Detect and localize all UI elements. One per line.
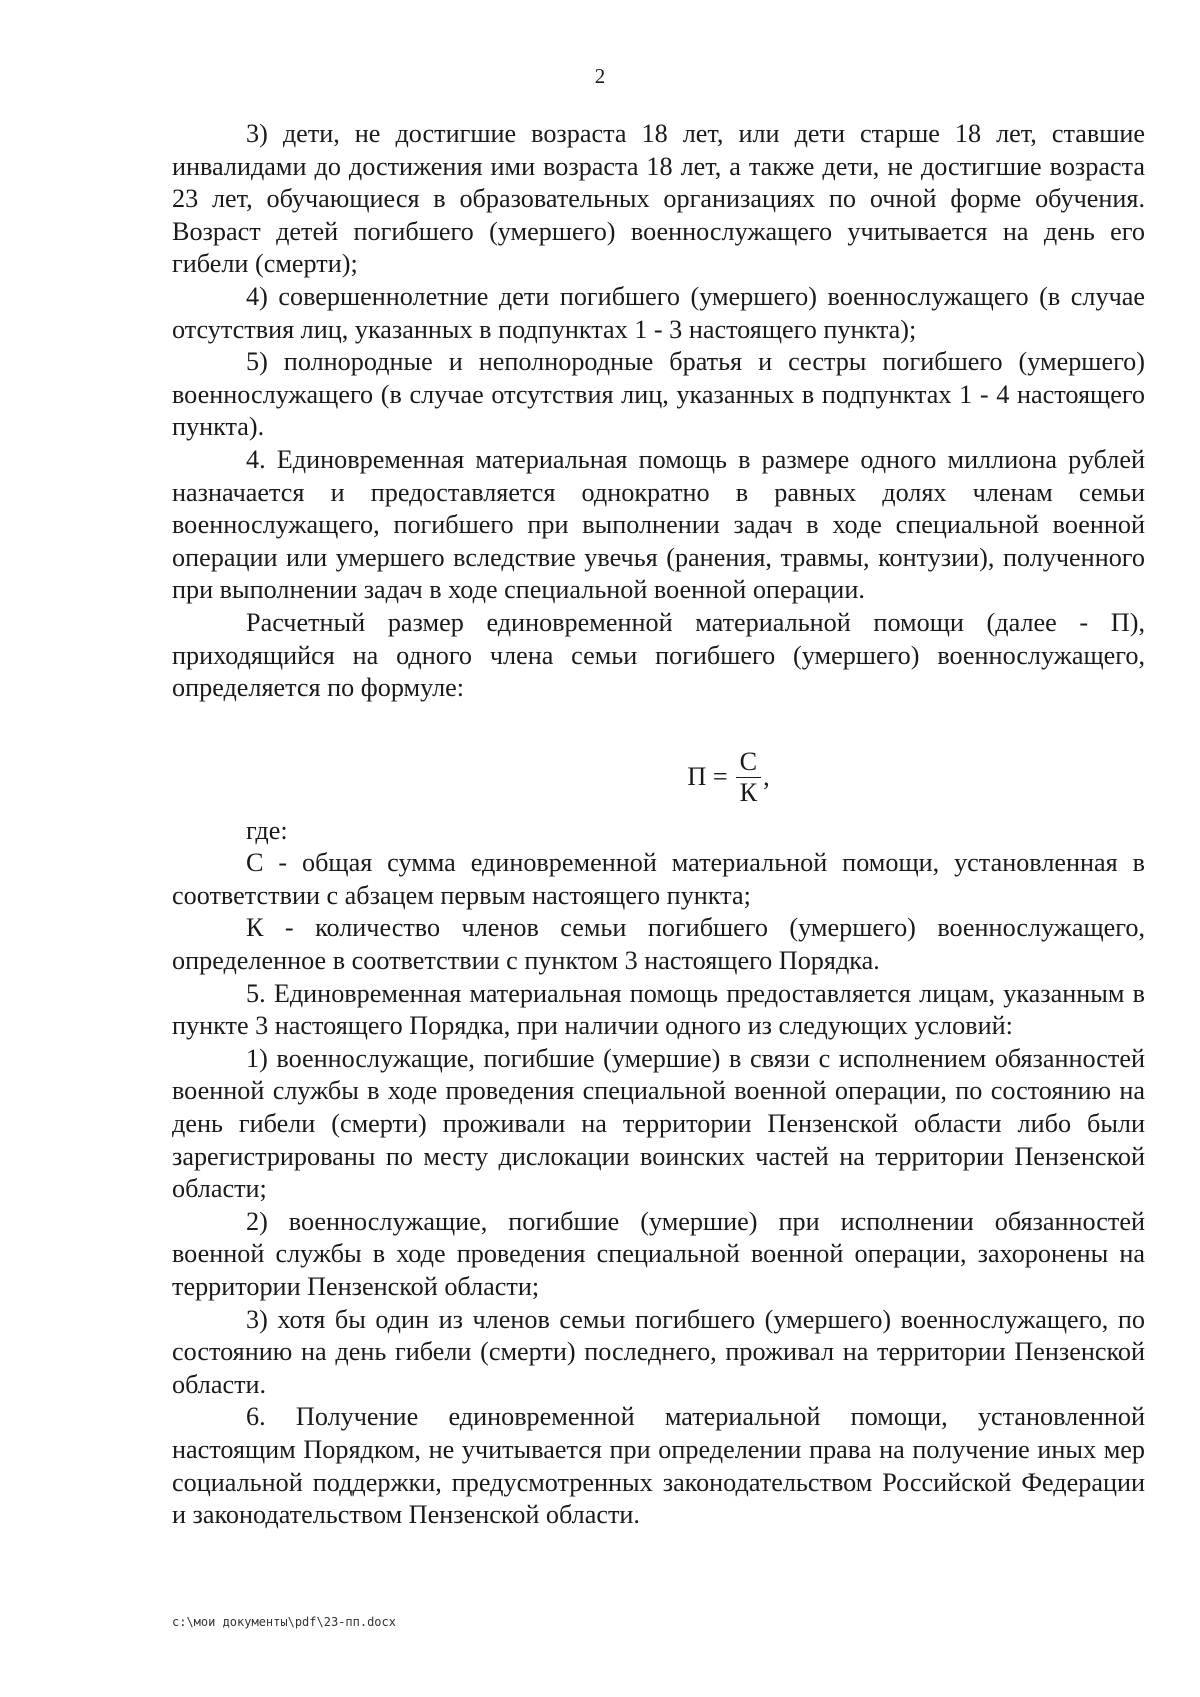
document-body (172, 118, 1145, 1532)
paragraph-item-3-children: 3) дети, не достигшие возраста 18 лет, или дети старше 18 лет, ставшие инвалидами до достижения ими возраста 18 лет, а также дети, не достигшие возраста 23 лет, обучающиеся в образовательных организациях по очной форме обучения. Возраст детей погибшего (умершего) военнослужащего учитывается на день его гибели (смерти); (172, 119, 1145, 279)
paragraph-condition-1: 1) военнослужащие, погибшие (умершие) в связи с исполнением обязанностей военной службы в ходе проведения специальной военной операции, по состоянию на день гибели (смерти) проживали на территории Пензенской области либо были зарегистрированы по месту дислокации воинских частей на территории Пензенской области; (172, 1043, 1145, 1204)
formula-fraction (736, 748, 761, 807)
paragraph-where: где: (246, 815, 288, 845)
paragraph-condition-3: 3) хотя бы один из членов семьи погибшего (умершего) военнослужащего, по состоянию на день гибели (смерти) последнего, проживал на территории Пензенской области. (172, 1304, 1145, 1399)
paragraph-item-5-siblings: 5) полнородные и неполнородные братья и сестры погибшего (умершего) военнослужащего (в случае отсутствия лиц, указанных в подпунктах 1 - 4 настоящего пункта). (172, 347, 1145, 442)
paragraph-condition-2: 2) военнослужащие, погибшие (умершие) при исполнении обязанностей военной службы в ходе проведения специальной военной операции, захоронены на территории Пензенской области; (172, 1206, 1145, 1301)
footer-file-path: c:\мои документы\pdf\23-пп.docx (172, 1615, 396, 1629)
page-number: 2 (594, 64, 606, 88)
formula-lhs: П = (687, 762, 728, 792)
paragraph-section-6: 6. Получение единовременной материальной помощи, установленной настоящим Порядком, не учитывается при определении права на получение иных мер социальной поддержки, предусмотренных законодательством Российской Федерации и законодательством Пензенской области. (172, 1402, 1145, 1530)
paragraph-definition-k: К - количество членов семьи погибшего (умершего) военнослужащего, определенное в соответствии с пунктом 3 настоящего Порядка. (172, 913, 1145, 976)
formula-comma: , (763, 762, 770, 792)
formula (172, 747, 1145, 809)
paragraph-definition-c: С - общая сумма единовременной материальной помощи, установленная в соответствии с абзацем первым настоящего пункта; (172, 848, 1145, 910)
paragraph-section-5: 5. Единовременная материальная помощь предоставляется лицам, указанным в пункте 3 настоящего Порядка, при наличии одного из следующих условий: (172, 978, 1145, 1041)
paragraph-calculation-intro: Расчетный размер единовременной материальной помощи (далее - П), приходящийся на одного члена семьи погибшего (умершего) военнослужащего, определяется по формуле: (172, 607, 1145, 703)
formula-denominator: К (739, 778, 758, 808)
paragraph-item-4-adult-children: 4) совершеннолетние дети погибшего (умершего) военнослужащего (в случае отсутствия лиц, указанных в подпунктах 1 - 3 настоящего пункта); (172, 281, 1145, 344)
paragraph-section-4: 4. Единовременная материальная помощь в размере одного миллиона рублей назначается и предоставляется однократно в равных долях членам семьи военнослужащего, погибшего при выполнении задач в ходе специальной военной операции или умершего вследствие увечья (ранения, травмы, контузии), полученного при выполнении задач в ходе специальной военной операции. (172, 444, 1145, 605)
formula-numerator: С (736, 748, 761, 778)
